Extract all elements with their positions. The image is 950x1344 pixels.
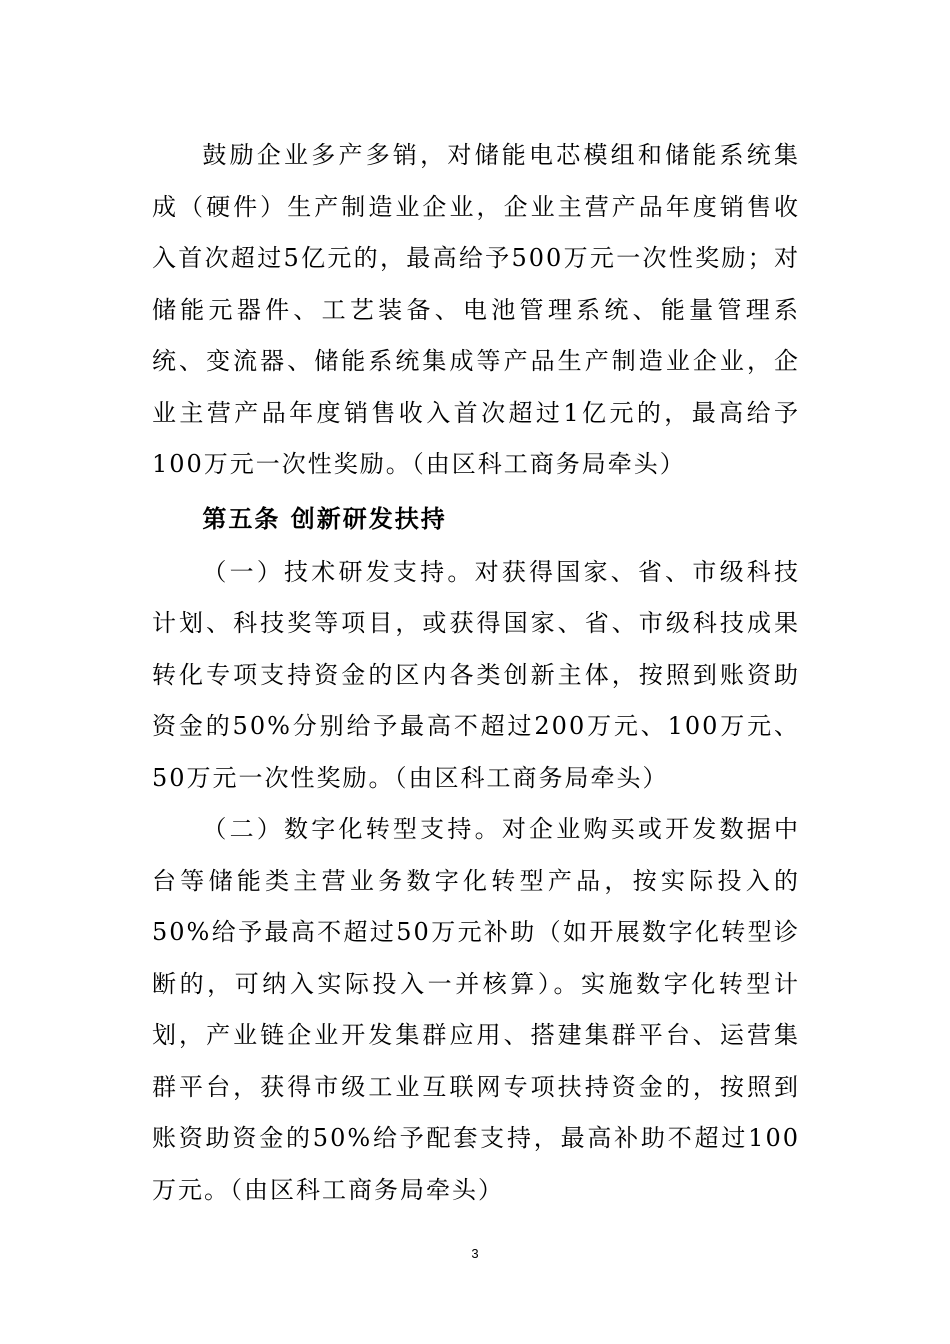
paragraph-sales-incentive: 鼓励企业多产多销，对储能电芯模组和储能系统集成（硬件）生产制造业企业，企业主营产品年度销售收入首次超过5亿元的，最高给予500万元一次性奖励；对储能元器件、工艺装备、电池管理系统、能量管理系统、变流器、储能系统集成等产品生产制造业企业，企业主营产品年度销售收入首次超过1亿元的，最高给予100万元一次性奖励。（由区科工商务局牵头） — [152, 141, 800, 478]
item-label-tech-rd: （一）技术研发支持。 — [202, 557, 475, 586]
item-text-digital: 对企业购买或开发数据中台等储能类主营业务数字化转型产品，按实际投入的50%给予最高不超过50万元补助（如开展数字化转型诊断的，可纳入实际投入一并核算）。实施数字化转型计划，产业链企业开发集群应用、搭建集群平台、运营集群平台，获得市级工业互联网专项扶持资金的，按照到账资助资金的50%给予配套支持，最高补助不超过100万元。（由区科工商务局牵头） — [152, 815, 801, 1204]
article-heading: 第五条 创新研发扶持 — [202, 504, 447, 533]
page-number: 3 — [471, 1246, 479, 1261]
paragraph-digital-transformation — [152, 804, 800, 1216]
paragraph-tech-rd-support — [152, 547, 800, 805]
item-text-tech-rd: 对获得国家、省、市级科技计划、科技奖等项目，或获得国家、省、市级科技成果转化专项支持资金的区内各类创新主体，按照到账资助资金的50%分别给予最高不超过200万元、100万元、50万元一次性奖励。（由区科工商务局牵头） — [152, 557, 801, 792]
item-label-digital: （二）数字化转型支持。 — [202, 815, 502, 843]
document-body — [152, 130, 800, 1216]
